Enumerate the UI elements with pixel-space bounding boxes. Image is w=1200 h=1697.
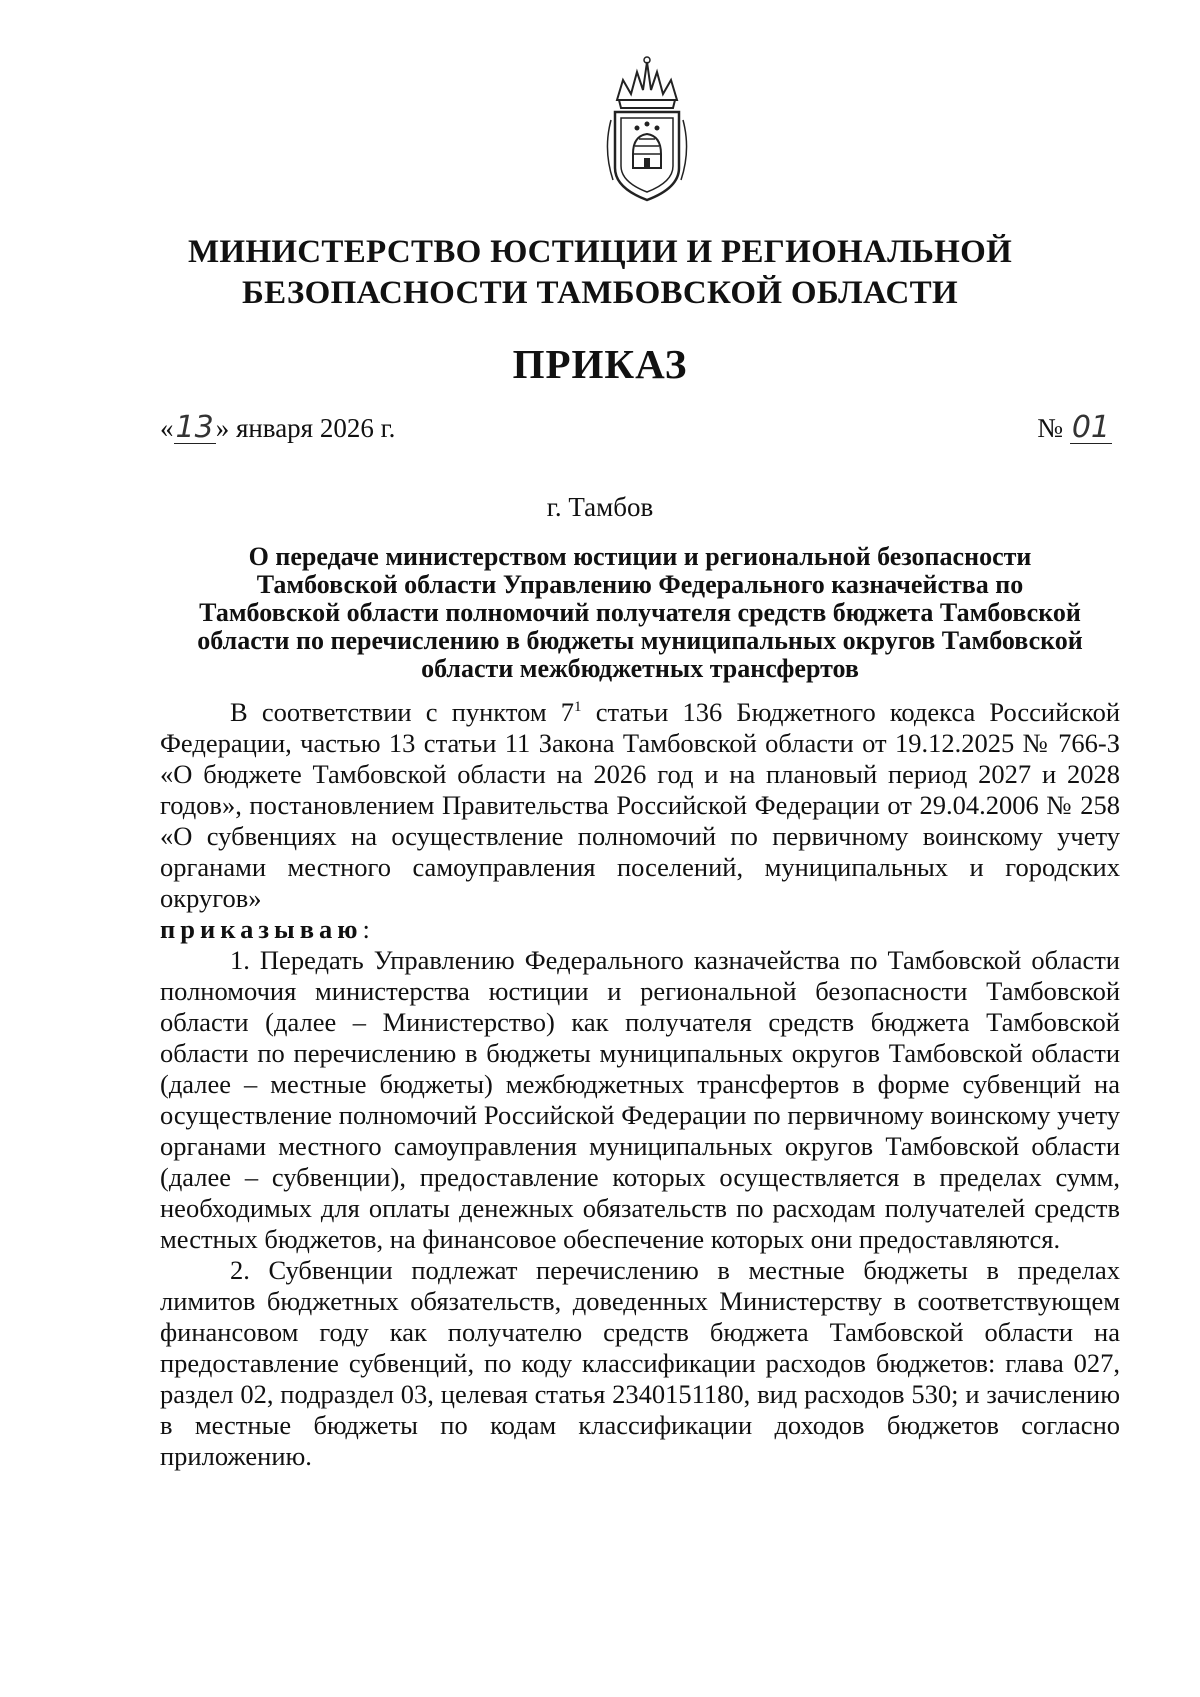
order-word: приказываю <box>160 914 363 944</box>
preamble-paragraph <box>160 697 1120 914</box>
preamble-superscript: 1 <box>574 699 582 716</box>
subject-line: Тамбовской области Управлению Федерального казначейства по <box>256 570 1024 599</box>
organization-name-line: БЕЗОПАСНОСТИ ТАМБОВСКОЙ ОБЛАСТИ <box>242 275 958 311</box>
subject-line: Тамбовской области полномочий получателя средств бюджета Тамбовской <box>199 598 1081 627</box>
subject-line: области межбюджетных трансфертов <box>421 654 859 683</box>
order-colon: : <box>362 914 370 944</box>
subject-line: О передаче министерством юстиции и региональной безопасности <box>248 542 1032 571</box>
subject-line: области по перечислению в бюджеты муниципальных округов Тамбовской <box>197 626 1083 655</box>
order-number-prefix: № <box>1037 413 1064 443</box>
preamble-text: статьи 136 Бюджетного кодекса Российской Федерации, частью 13 статьи 11 Закона Тамбовской области от 19.12.2025 № 766-З «О бюджете Тамбовской области на 2026 год и на плановый период 2027 и 2028 годов», постановлением Правительства Российской Федерации от 29.04.2006 № 258 «О субвенциях на осуществление полномочий по первичному воинскому учету органами местного самоуправления поселений, муниципальных и городских округов» <box>160 697 1120 913</box>
order-date <box>160 410 395 446</box>
city-line: г. Тамбов <box>546 492 654 522</box>
date-open-quote: « <box>160 413 174 443</box>
item-2-paragraph: 2. Субвенции подлежат перечислению в местные бюджеты в пределах лимитов бюджетных обязательств, доведенных Министерству в соответствующем финансовом году как получателю средств бюджета Тамбовской области на предоставление субвенций, по коду классификации расходов бюджетов: глава 027, раздел 02, подраздел 03, целевая статья 2340151180, вид расходов 530; и зачислению в местные бюджеты по кодам классификации доходов бюджетов согласно приложению. <box>160 1255 1120 1471</box>
preamble-text: В соответствии с пунктом 7 <box>230 697 575 727</box>
organization-name <box>160 232 1040 314</box>
order-subject <box>160 543 1120 683</box>
coat-of-arms-icon <box>587 50 707 210</box>
document-type-title: ПРИКАЗ <box>512 341 688 387</box>
date-day-handwritten: 13 <box>175 410 214 445</box>
order-word-line <box>160 914 1120 945</box>
item-1-paragraph: 1. Передать Управлению Федерального казначейства по Тамбовской области полномочия министерства юстиции и региональной безопасности Тамбовской области (далее – Министерство) как получателя средств бюджета Тамбовской области по перечислению в бюджеты муниципальных округов Тамбовской области (далее – местные бюджеты) межбюджетных трансфертов в форме субвенций на осуществление полномочий Российской Федерации по первичному воинскому учету органами местного самоуправления муниципальных округов Тамбовской области (далее – субвенции), предоставление которых осуществляется в пределах сумм, необходимых для оплаты денежных обязательств по расходам получателей средств местных бюджетов, на финансовое обеспечение которых они предоставляются. <box>160 945 1120 1254</box>
organization-name-line: МИНИСТЕРСТВО ЮСТИЦИИ И РЕГИОНАЛЬНОЙ <box>187 234 1013 270</box>
order-number <box>1037 410 1112 446</box>
order-number-handwritten: 01 <box>1071 410 1110 445</box>
order-body <box>160 697 1120 1472</box>
date-month-year: » января 2026 г. <box>215 413 396 443</box>
